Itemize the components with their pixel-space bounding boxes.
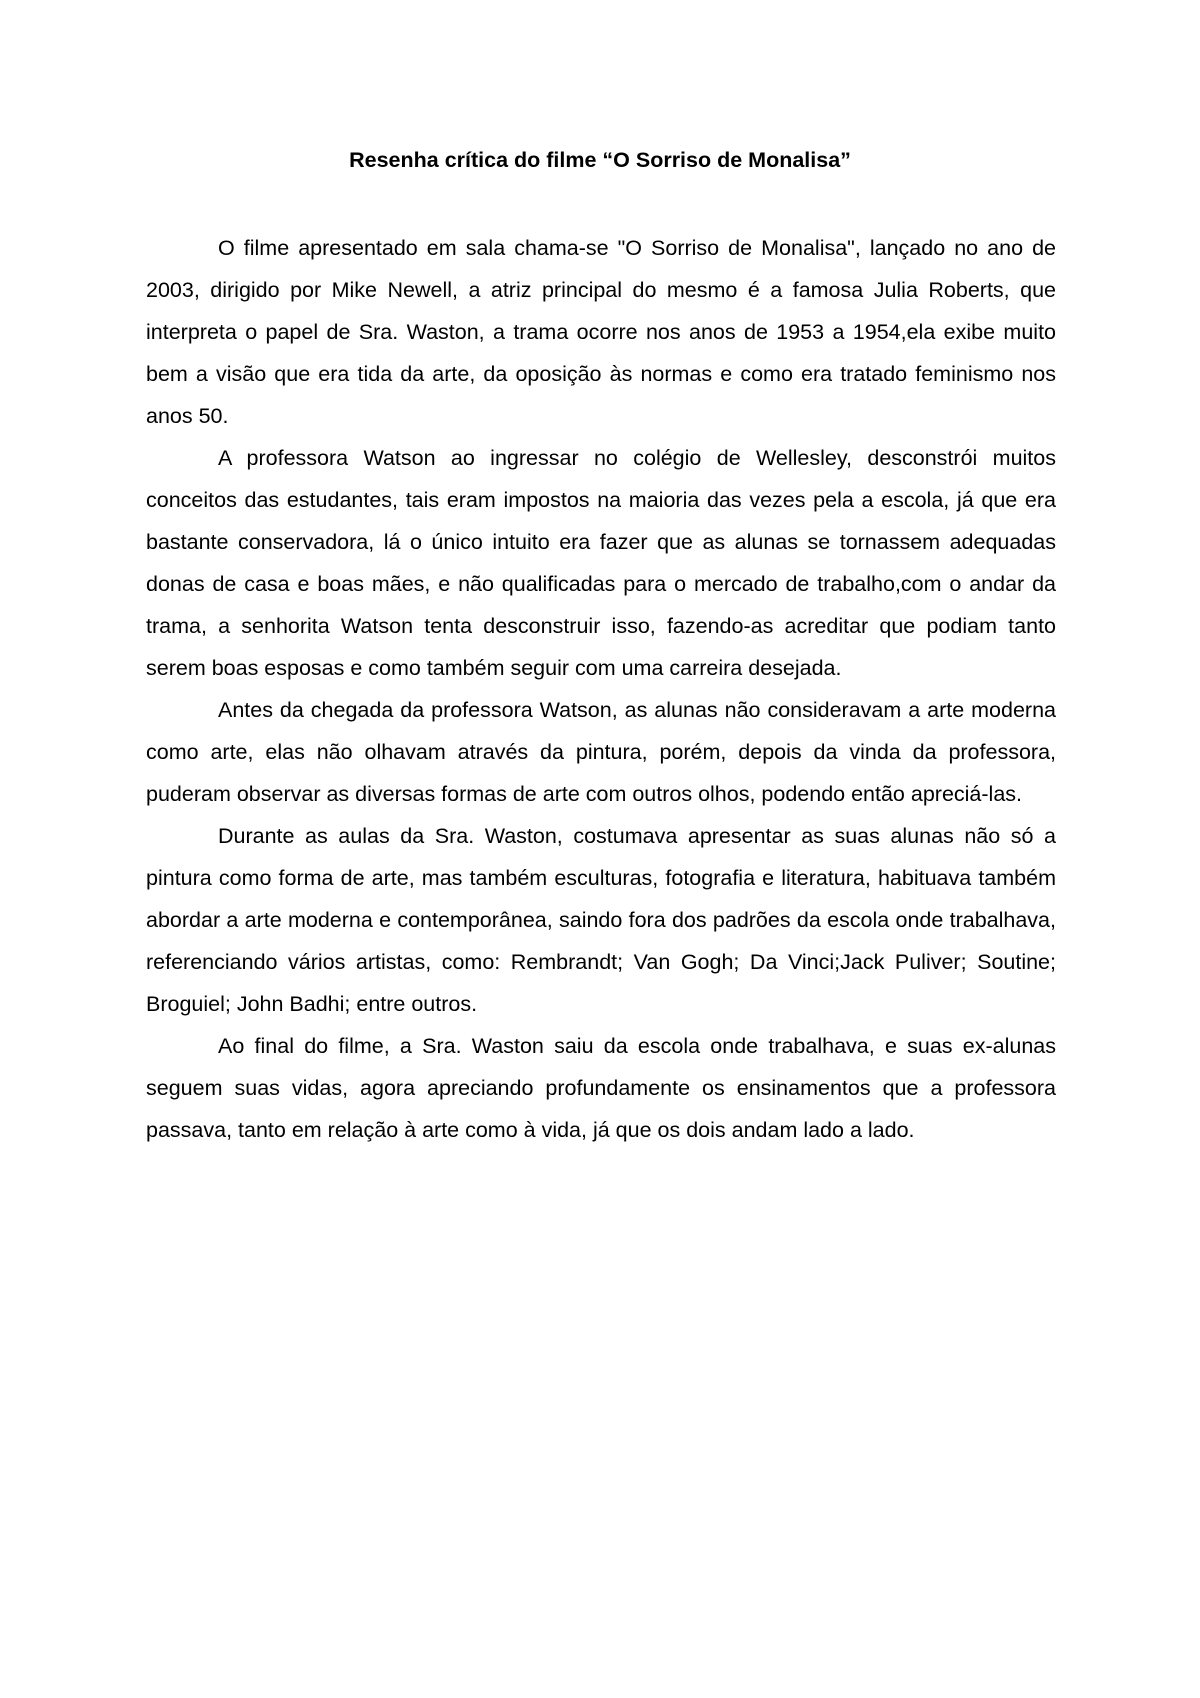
paragraph-watson-college: A professora Watson ao ingressar no colégio de Wellesley, desconstrói muitos conceitos das estudantes, tais eram impostos na maioria das vezes pela a escola, já que era bastante conservadora, lá o único intuito era fazer que as alunas se tornassem adequadas donas de casa e boas mães, e não qualificadas para o mercado de trabalho,com o andar da trama, a senhorita Watson tenta desconstruir isso, fazendo-as acreditar que podiam tanto serem boas esposas e como também seguir com uma carreira desejada.: [146, 446, 1056, 680]
document-title: Resenha crítica do filme “O Sorriso de Monalisa”: [349, 148, 851, 172]
paragraph-modern-art: Antes da chegada da professora Watson, as alunas não consideravam a arte moderna como arte, elas não olhavam através da pintura, porém, depois da vinda da professora, puderam observar as diversas formas de arte com outros olhos, podendo então apreciá-las.: [146, 698, 1056, 806]
paragraph-ending: Ao final do filme, a Sra. Waston saiu da escola onde trabalhava, e suas ex-alunas seguem suas vidas, agora apreciando profundamente os ensinamentos que a professora passava, tanto em relação à arte como à vida, já que os dois andam lado a lado.: [146, 1034, 1056, 1142]
document-body: [146, 227, 1056, 1151]
paragraph-intro: O filme apresentado em sala chama-se "O Sorriso de Monalisa", lançado no ano de 2003, dirigido por Mike Newell, a atriz principal do mesmo é a famosa Julia Roberts, que interpreta o papel de Sra. Waston, a trama ocorre nos anos de 1953 a 1954,ela exibe muito bem a visão que era tida da arte, da oposição às normas e como era tratado feminismo nos anos 50.: [146, 236, 1056, 428]
paragraph-classes: Durante as aulas da Sra. Waston, costumava apresentar as suas alunas não só a pintura como forma de arte, mas também esculturas, fotografia e literatura, habituava também abordar a arte moderna e contemporânea, saindo fora dos padrões da escola onde trabalhava, referenciando vários artistas, como: Rembrandt; Van Gogh; Da Vinci;Jack Puliver; Soutine; Broguiel; John Badhi; entre outros.: [146, 824, 1056, 1016]
